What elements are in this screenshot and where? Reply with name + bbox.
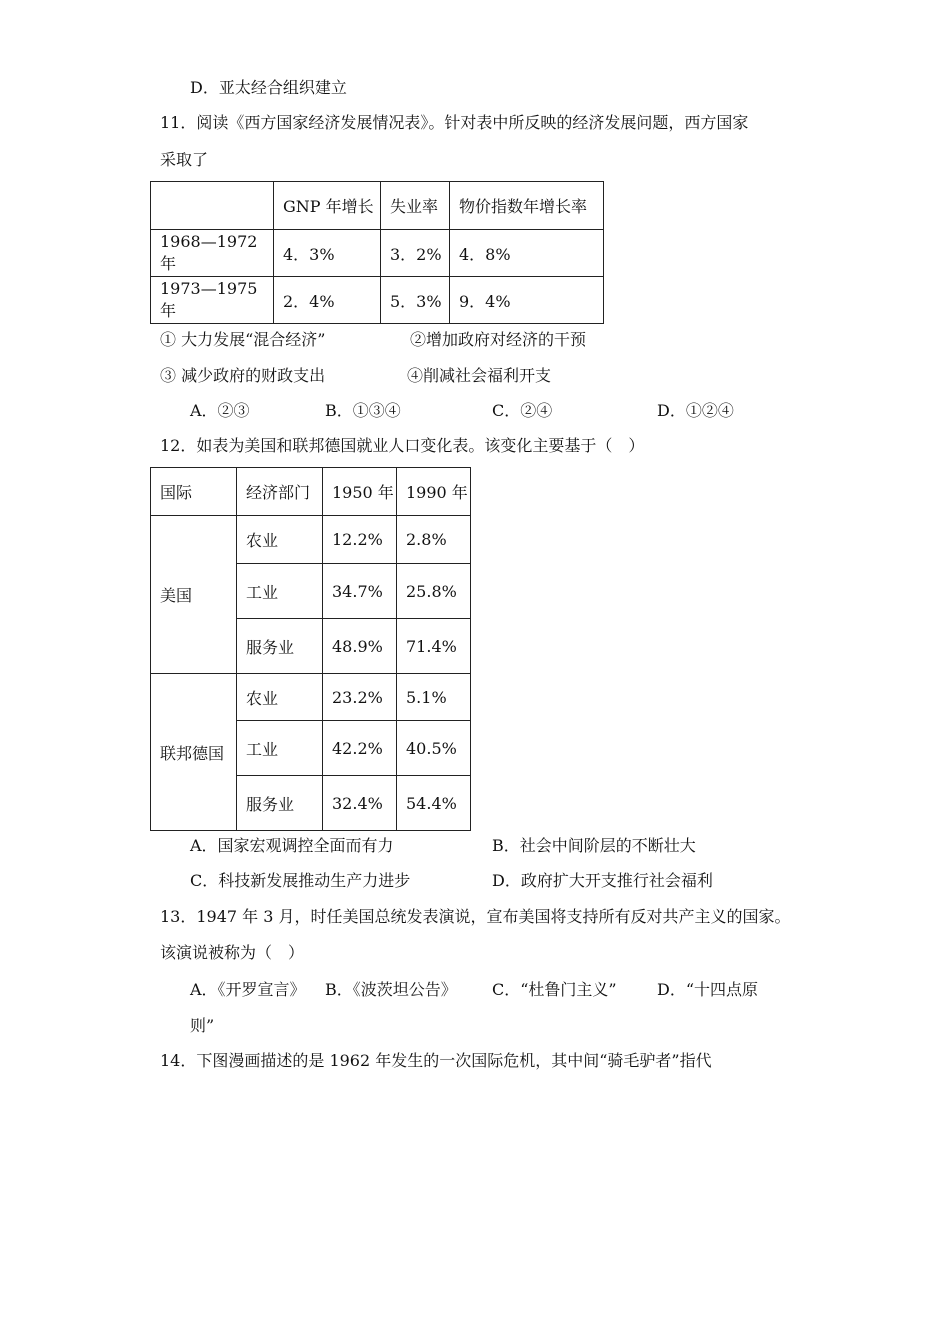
table-cell: 40.5% [397, 721, 471, 776]
table-cell: 42.2% [323, 721, 397, 776]
table-cell: 4．8% [450, 230, 604, 277]
q11-stem-line2: 采取了 [160, 150, 209, 169]
table-cell: 1968—1972 年 [151, 230, 274, 277]
q11-header-cell [151, 182, 274, 230]
q12-option-a[interactable]: A．国家宏观调控全面而有力 [190, 836, 394, 855]
q13-option-a[interactable]: A．《开罗宣言》 [190, 980, 306, 999]
table-cell: 48.9% [323, 619, 397, 674]
q12-option-c[interactable]: C．科技新发展推动生产力进步 [190, 871, 411, 890]
table-row [151, 516, 471, 564]
table-cell: 71.4% [397, 619, 471, 674]
table-cell: 9．4% [450, 277, 604, 324]
q12-header-cell: 1950 年 [323, 468, 397, 516]
table-cell: 2．4% [274, 277, 381, 324]
q13-option-d[interactable]: D．“十四点原 [657, 980, 759, 999]
table-row [151, 230, 604, 277]
q13-stem-line1: 13．1947 年 3 月，时任美国总统发表演说，宣布美国将支持所有反对共产主义的国家。 [160, 907, 791, 926]
q12-header-cell: 国际 [151, 468, 237, 516]
q11-item-1: ① 大力发展“混合经济” [160, 330, 326, 349]
table-cell: 23.2% [323, 674, 397, 721]
table-cell: 4．3% [274, 230, 381, 277]
q11-item-3: ③ 减少政府的财政支出 [160, 366, 326, 385]
q11-option-b[interactable]: B．①③④ [325, 401, 401, 420]
q12-stem: 12．如表为美国和联邦德国就业人口变化表。该变化主要基于（ ） [160, 436, 645, 455]
q11-option-d[interactable]: D．①②④ [657, 401, 734, 420]
q13-option-d-continued: 则” [190, 1016, 215, 1035]
q12-header-cell: 1990 年 [397, 468, 471, 516]
table-cell: 农业 [237, 674, 323, 721]
table-cell: 5．3% [381, 277, 450, 324]
table-cell: 服务业 [237, 776, 323, 831]
q11-item-2: ②增加政府对经济的干预 [410, 330, 587, 349]
q11-table [150, 181, 604, 324]
table-cell: 3．2% [381, 230, 450, 277]
table-cell: 54.4% [397, 776, 471, 831]
table-cell: 5.1% [397, 674, 471, 721]
q10-option-d: D．亚太经合组织建立 [190, 78, 347, 97]
table-cell: 工业 [237, 564, 323, 619]
q12-option-d[interactable]: D．政府扩大开支推行社会福利 [492, 871, 713, 890]
q11-header-cell: GNP 年增长 [274, 182, 381, 230]
table-cell: 1973—1975 年 [151, 277, 274, 324]
q11-option-c[interactable]: C．②④ [492, 401, 553, 420]
table-cell: 农业 [237, 516, 323, 564]
q11-header-cell: 失业率 [381, 182, 450, 230]
table-row [151, 674, 471, 721]
table-row [151, 277, 604, 324]
q11-option-a[interactable]: A．②③ [190, 401, 250, 420]
table-cell: 服务业 [237, 619, 323, 674]
table-cell-country: 美国 [151, 516, 237, 674]
table-cell: 32.4% [323, 776, 397, 831]
q13-option-b[interactable]: B．《波茨坦公告》 [325, 980, 457, 999]
table-cell: 12.2% [323, 516, 397, 564]
q12-header-cell: 经济部门 [237, 468, 323, 516]
q11-stem-line1: 11．阅读《西方国家经济发展情况表》。针对表中所反映的经济发展问题，西方国家 [160, 113, 749, 132]
q14-stem-line1: 14．下图漫画描述的是 1962 年发生的一次国际危机，其中间“骑毛驴者”指代 [160, 1051, 712, 1070]
q11-item-4: ④削减社会福利开支 [407, 366, 552, 385]
table-cell: 25.8% [397, 564, 471, 619]
q13-option-c[interactable]: C．“杜鲁门主义” [492, 980, 617, 999]
q12-table [150, 467, 471, 831]
q13-stem-line2: 该演说被称为（ ） [160, 943, 305, 962]
q12-option-b[interactable]: B．社会中间阶层的不断壮大 [492, 836, 696, 855]
table-cell: 2.8% [397, 516, 471, 564]
table-cell: 34.7% [323, 564, 397, 619]
table-cell: 工业 [237, 721, 323, 776]
q11-header-cell: 物价指数年增长率 [450, 182, 604, 230]
table-cell-country: 联邦德国 [151, 674, 237, 831]
